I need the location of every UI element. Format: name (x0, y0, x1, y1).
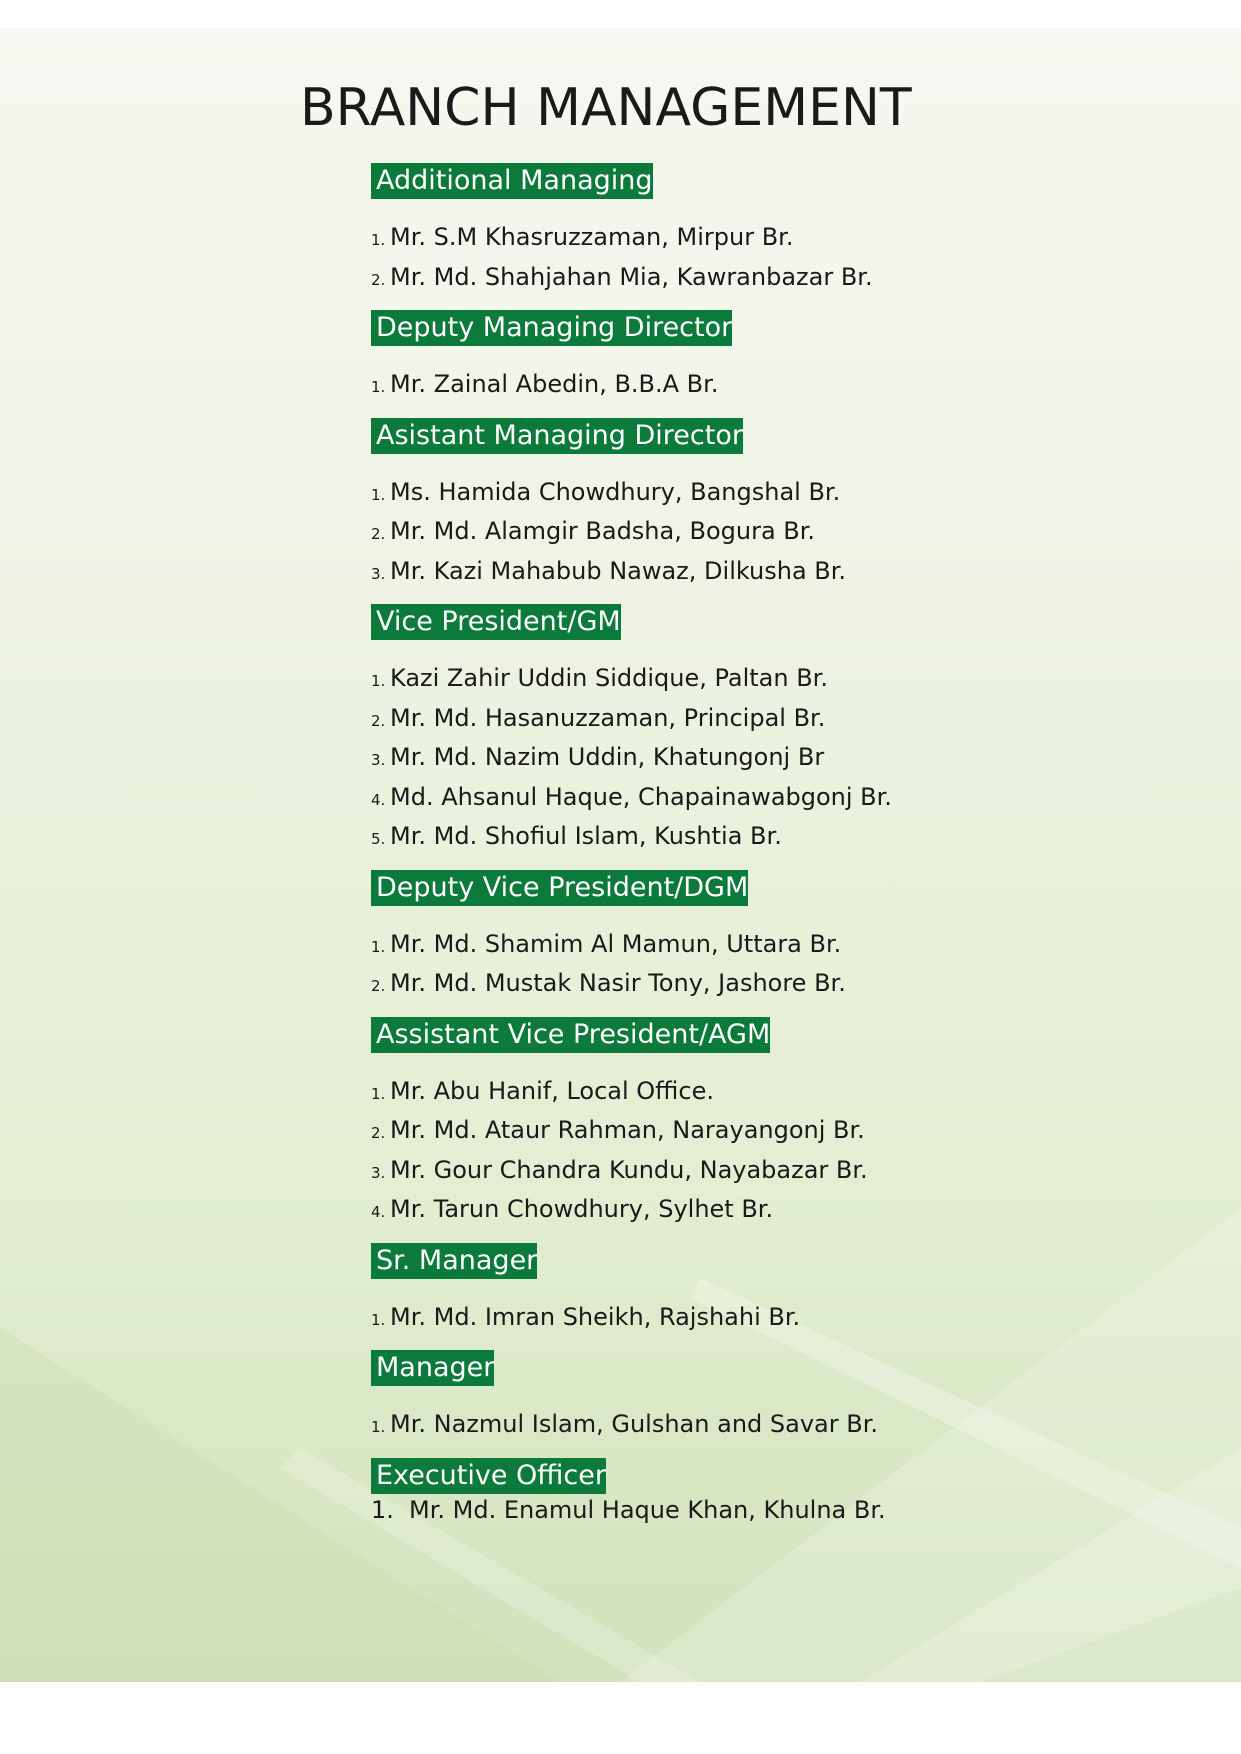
section-list (371, 474, 991, 593)
section-heading: Deputy Vice President/DGM (371, 870, 748, 906)
section (371, 870, 991, 1005)
list-item-text: Mr. Kazi Mahabub Nawaz, Dilkusha Br. (390, 556, 847, 585)
list-item (371, 1073, 991, 1113)
section-heading: Manager (371, 1350, 494, 1386)
list-item (371, 818, 991, 858)
list-item-number: 1. (371, 937, 386, 956)
list-item-text: Mr. Md. Shamim Al Mamun, Uttara Br. (390, 929, 842, 958)
list-item-number: 3. (371, 564, 386, 583)
section (371, 310, 991, 406)
section-heading: Asistant Managing Director (371, 418, 743, 454)
list-item (371, 1494, 991, 1526)
list-item (371, 553, 991, 593)
list-item-text: Mr. Md. Mustak Nasir Tony, Jashore Br. (390, 969, 846, 997)
list-item-number: 3. (371, 751, 386, 769)
list-item-number: 4. (371, 790, 386, 809)
section-list (371, 366, 991, 406)
list-item-number: 1. (371, 1084, 386, 1103)
list-item (371, 219, 991, 259)
list-item (371, 1112, 991, 1152)
section (371, 1350, 991, 1446)
section-list (371, 219, 991, 298)
list-item (371, 366, 991, 406)
list-item (371, 965, 991, 1005)
list-item (371, 926, 991, 966)
list-item-number: 4. (371, 1203, 386, 1221)
list-item-number: 1. (371, 231, 386, 249)
section-list (371, 1406, 991, 1446)
list-item (371, 1191, 991, 1231)
section-heading: Executive Officer (371, 1458, 606, 1494)
section-heading: Assistant Vice President/AGM (371, 1017, 770, 1053)
section-list (371, 1299, 991, 1339)
list-item-text: Mr. Md. Alamgir Badsha, Bogura Br. (390, 517, 816, 545)
list-item-text: Mr. Md. Shofiul Islam, Kushtia Br. (390, 822, 782, 850)
section-heading: Deputy Managing Director (371, 310, 732, 346)
section-list (371, 1494, 991, 1526)
list-item-number: 2. (371, 270, 386, 289)
list-item-text: Mr. Md. Imran Sheikh, Rajshahi Br. (390, 1302, 801, 1331)
section (371, 163, 991, 298)
branch-management-list (371, 163, 991, 1538)
list-item-text: Mr. Md. Enamul Haque Khan, Khulna Br. (409, 1495, 886, 1524)
list-item-number: 1. (371, 1310, 386, 1329)
list-item-text: Mr. Zainal Abedin, B.B.A Br. (390, 370, 719, 398)
section (371, 418, 991, 593)
list-item (371, 259, 991, 299)
section-list (371, 1073, 991, 1231)
list-item (371, 1406, 991, 1446)
list-item-text: Mr. Tarun Chowdhury, Sylhet Br. (390, 1195, 774, 1223)
section (371, 1017, 991, 1231)
list-item (371, 739, 991, 779)
list-item-number: 2. (371, 711, 386, 730)
section-list (371, 660, 991, 858)
list-item-text: Mr. Abu Hanif, Local Office. (390, 1076, 714, 1105)
list-item (371, 660, 991, 700)
list-item-number: 1. (371, 672, 386, 690)
list-item (371, 1299, 991, 1339)
section-heading: Sr. Manager (371, 1243, 537, 1279)
section (371, 1458, 991, 1526)
list-item-text: Mr. Md. Nazim Uddin, Khatungonj Br (390, 743, 825, 771)
list-item-number: 2. (371, 1124, 386, 1142)
list-item (371, 700, 991, 740)
list-item-text: Md. Ahsanul Haque, Chapainawabgonj Br. (390, 782, 892, 811)
list-item-number: 2. (371, 977, 386, 995)
list-item-text: Mr. S.M Khasruzzaman, Mirpur Br. (390, 223, 794, 251)
list-item (371, 779, 991, 819)
list-item-number: 1. (371, 1418, 386, 1436)
list-item (371, 513, 991, 553)
list-item-number: 1. (371, 485, 386, 504)
list-item-text: Mr. Md. Shahjahan Mia, Kawranbazar Br. (390, 262, 873, 291)
list-item-text: Mr. Md. Ataur Rahman, Narayangonj Br. (390, 1116, 865, 1144)
list-item-text: Mr. Md. Hasanuzzaman, Principal Br. (390, 703, 826, 732)
list-item-text: Mr. Gour Chandra Kundu, Nayabazar Br. (390, 1155, 868, 1184)
list-item (371, 1152, 991, 1192)
list-item-number: 1. (371, 1495, 394, 1524)
section-heading: Vice President/GM (371, 604, 621, 640)
list-item-number: 1. (371, 378, 386, 396)
section (371, 604, 991, 858)
section (371, 1243, 991, 1339)
list-item-number: 5. (371, 830, 386, 848)
list-item-text: Mr. Nazmul Islam, Gulshan and Savar Br. (390, 1410, 878, 1438)
list-item-text: Ms. Hamida Chowdhury, Bangshal Br. (390, 477, 841, 506)
section-list (371, 926, 991, 1005)
list-item-text: Kazi Zahir Uddin Siddique, Paltan Br. (390, 664, 828, 692)
list-item-number: 3. (371, 1163, 386, 1182)
section-heading: Additional Managing (371, 163, 653, 199)
list-item-number: 2. (371, 525, 386, 543)
page-title: BRANCH MANAGEMENT (300, 78, 912, 138)
list-item (371, 474, 991, 514)
